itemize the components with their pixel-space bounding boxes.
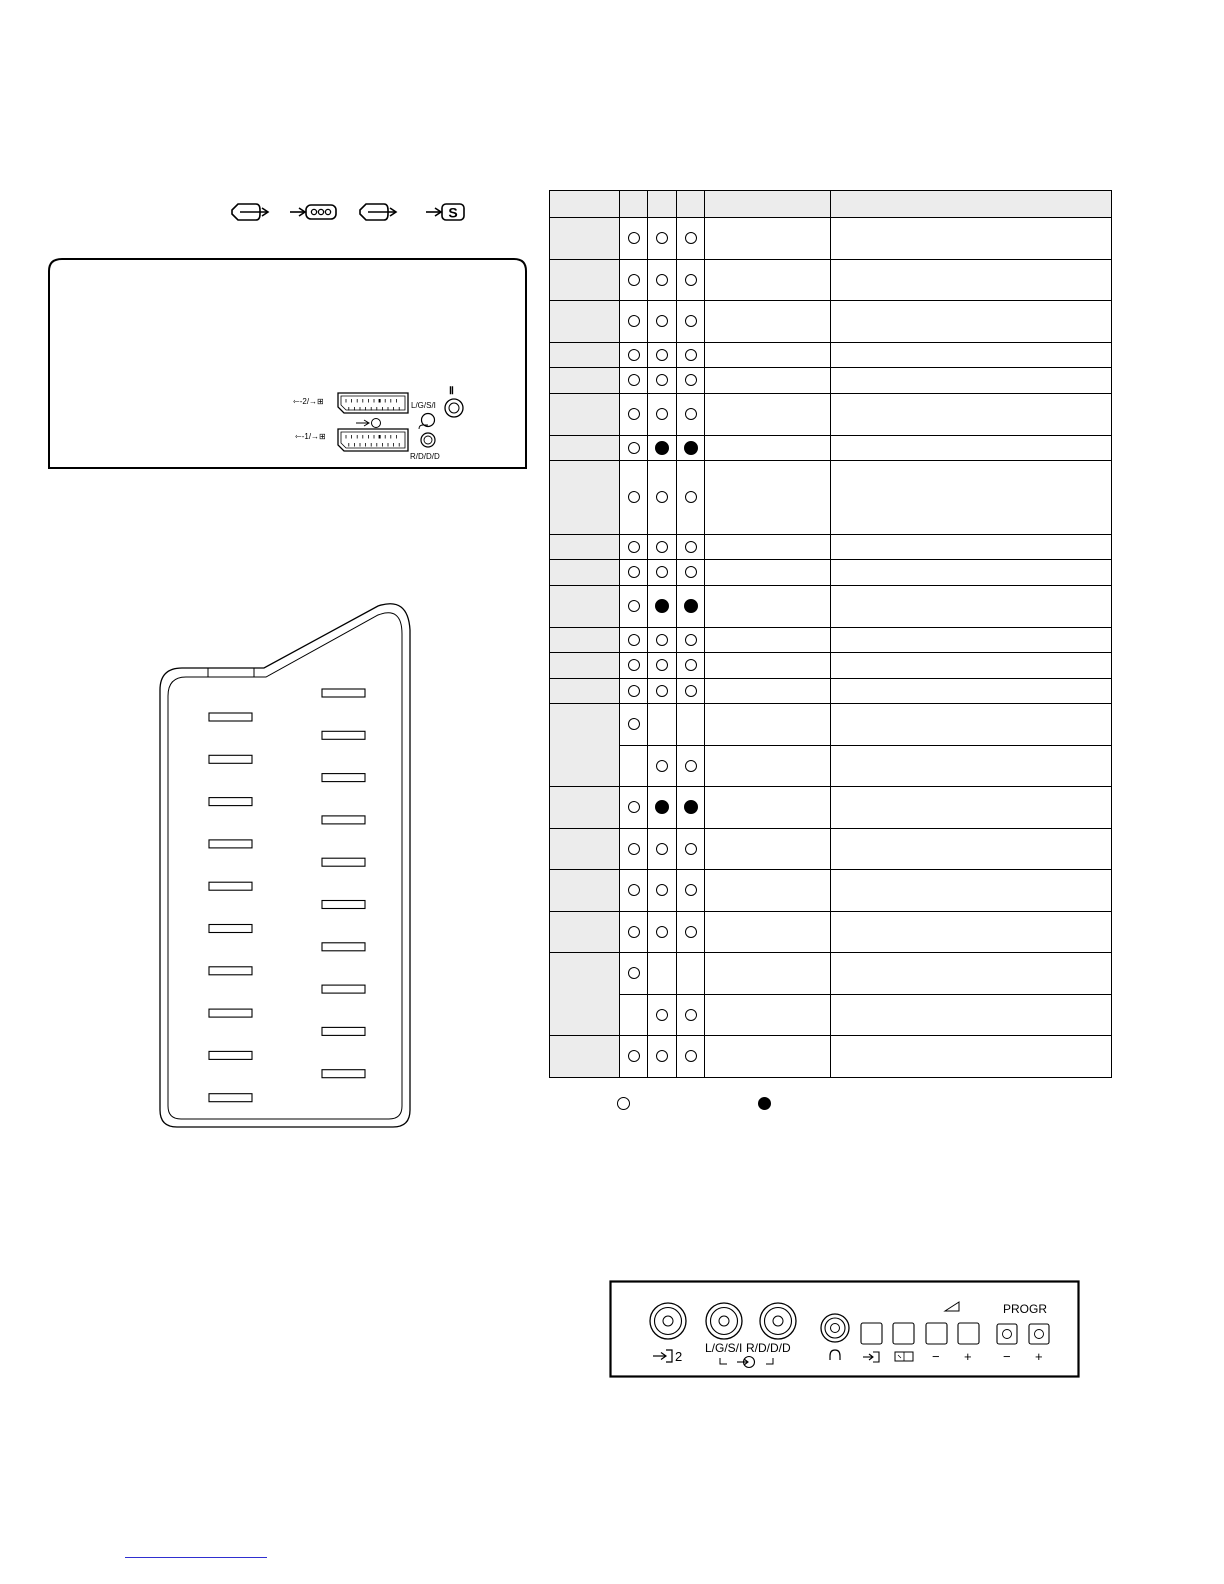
mark-cell bbox=[677, 301, 705, 343]
mark-cell bbox=[620, 653, 648, 679]
open-circle-icon bbox=[656, 1050, 668, 1062]
pin-number-cell bbox=[550, 1036, 620, 1078]
mark-cell bbox=[620, 953, 648, 995]
mark-cell bbox=[677, 218, 705, 260]
open-circle-icon bbox=[685, 232, 697, 244]
mark-cell bbox=[677, 653, 705, 679]
audio-left-jack bbox=[706, 1303, 742, 1339]
mark-cell bbox=[620, 436, 648, 461]
description-cell bbox=[831, 586, 1112, 628]
signal-cell bbox=[705, 586, 831, 628]
scart-pin-slot bbox=[209, 1051, 252, 1059]
filled-circle-icon bbox=[684, 599, 698, 613]
pin-number-cell bbox=[550, 829, 620, 870]
pin-number-cell bbox=[550, 535, 620, 560]
legend-filled-circle-icon bbox=[758, 1097, 771, 1110]
mark-cell bbox=[677, 912, 705, 953]
mark-cell bbox=[648, 953, 677, 995]
scart-pin-slot bbox=[209, 713, 252, 721]
program-minus-label: − bbox=[1003, 1349, 1011, 1364]
signal-cell bbox=[705, 628, 831, 653]
open-circle-icon bbox=[685, 374, 697, 386]
open-circle-icon bbox=[656, 760, 668, 772]
description-cell bbox=[831, 746, 1112, 787]
scart-pin-slot bbox=[322, 943, 365, 951]
scart-pin-slot bbox=[322, 689, 365, 697]
description-cell bbox=[831, 628, 1112, 653]
signal-cell bbox=[705, 535, 831, 560]
mark-cell bbox=[648, 829, 677, 870]
open-circle-icon bbox=[656, 926, 668, 938]
mark-cell bbox=[620, 995, 648, 1036]
open-circle-icon bbox=[628, 232, 640, 244]
open-circle-icon bbox=[628, 442, 640, 454]
mark-cell bbox=[648, 679, 677, 704]
open-circle-icon bbox=[656, 349, 668, 361]
aerial-socket bbox=[445, 399, 463, 417]
scart-pin-slot bbox=[209, 798, 252, 806]
mark-cell bbox=[677, 995, 705, 1036]
headphone-jack bbox=[821, 1314, 849, 1342]
open-circle-icon bbox=[628, 315, 640, 327]
table-row bbox=[550, 679, 1112, 704]
svg-text:S: S bbox=[448, 204, 458, 221]
open-circle-icon bbox=[656, 1009, 668, 1021]
mark-cell bbox=[677, 586, 705, 628]
signal-cell bbox=[705, 301, 831, 343]
footnote-rule bbox=[125, 1557, 267, 1558]
header-cell bbox=[705, 191, 831, 218]
table-row bbox=[550, 436, 1112, 461]
signal-cell bbox=[705, 218, 831, 260]
filled-circle-icon bbox=[655, 599, 669, 613]
table-row bbox=[550, 628, 1112, 653]
mark-cell bbox=[620, 586, 648, 628]
headphone-small-icon bbox=[419, 425, 428, 429]
description-cell bbox=[831, 343, 1112, 368]
av2-label: ⇽-2/→⊞ bbox=[293, 397, 324, 406]
mark-cell bbox=[677, 870, 705, 912]
input-select-icon bbox=[863, 1352, 879, 1362]
open-circle-icon bbox=[685, 491, 697, 503]
connector-symbols bbox=[220, 196, 470, 228]
open-circle-icon bbox=[685, 634, 697, 646]
description-cell bbox=[831, 260, 1112, 301]
pin-number-cell bbox=[550, 704, 620, 787]
open-circle-icon bbox=[628, 566, 640, 578]
signal-cell bbox=[705, 461, 831, 535]
header-cell bbox=[677, 191, 705, 218]
scart-connector-av1 bbox=[338, 429, 408, 451]
open-circle-icon bbox=[628, 408, 640, 420]
open-circle-icon bbox=[628, 349, 640, 361]
mark-cell bbox=[648, 787, 677, 829]
mark-cell bbox=[648, 1036, 677, 1078]
description-cell bbox=[831, 953, 1112, 995]
description-cell bbox=[831, 368, 1112, 394]
open-circle-icon bbox=[656, 408, 668, 420]
signal-cell bbox=[705, 912, 831, 953]
mark-cell bbox=[620, 912, 648, 953]
description-cell bbox=[831, 535, 1112, 560]
mark-cell bbox=[648, 628, 677, 653]
audio-right-jack bbox=[760, 1303, 796, 1339]
pin-number-cell bbox=[550, 560, 620, 586]
mark-cell bbox=[620, 260, 648, 301]
mark-cell bbox=[677, 829, 705, 870]
table-row bbox=[550, 218, 1112, 260]
table-row bbox=[550, 560, 1112, 586]
program-plus-label: + bbox=[1035, 1349, 1043, 1364]
mark-cell bbox=[648, 394, 677, 436]
table-row bbox=[550, 301, 1112, 343]
description-cell bbox=[831, 829, 1112, 870]
scart-inout-icon bbox=[360, 204, 396, 220]
open-circle-icon bbox=[685, 541, 697, 553]
mark-cell bbox=[620, 343, 648, 368]
description-cell bbox=[831, 704, 1112, 746]
program-plus-button[interactable] bbox=[1029, 1324, 1049, 1344]
rgb-input-small-icon bbox=[356, 419, 381, 428]
signal-cell bbox=[705, 995, 831, 1036]
signal-cell bbox=[705, 787, 831, 829]
pin-number-cell bbox=[550, 870, 620, 912]
open-circle-icon bbox=[685, 566, 697, 578]
table-row bbox=[550, 912, 1112, 953]
open-circle-icon bbox=[628, 718, 640, 730]
mode-button[interactable] bbox=[893, 1323, 914, 1344]
rgb-input-icon bbox=[290, 205, 336, 219]
progr-label: PROGR bbox=[1003, 1302, 1048, 1316]
signal-cell bbox=[705, 368, 831, 394]
open-circle-icon bbox=[656, 541, 668, 553]
table-row bbox=[550, 704, 1112, 746]
open-circle-icon bbox=[685, 884, 697, 896]
description-cell bbox=[831, 461, 1112, 535]
pin-number-cell bbox=[550, 628, 620, 653]
open-circle-icon bbox=[685, 349, 697, 361]
open-circle-icon bbox=[685, 315, 697, 327]
av1-label: ⇽-1/→⊞ bbox=[295, 432, 326, 441]
open-circle-icon bbox=[628, 274, 640, 286]
mark-cell bbox=[648, 704, 677, 746]
signal-cell bbox=[705, 704, 831, 746]
open-circle-icon bbox=[656, 843, 668, 855]
scart-pin-slot bbox=[209, 967, 252, 975]
open-circle-icon bbox=[656, 884, 668, 896]
mark-cell bbox=[677, 953, 705, 995]
description-cell bbox=[831, 218, 1112, 260]
input-select-button[interactable] bbox=[861, 1323, 882, 1344]
mark-cell bbox=[677, 535, 705, 560]
signal-cell bbox=[705, 829, 831, 870]
pin-number-cell bbox=[550, 260, 620, 301]
table-row bbox=[550, 653, 1112, 679]
open-circle-icon bbox=[628, 884, 640, 896]
mark-cell bbox=[677, 436, 705, 461]
open-circle-icon bbox=[628, 967, 640, 979]
scart-pin-slot bbox=[322, 985, 365, 993]
program-minus-button[interactable] bbox=[997, 1324, 1017, 1344]
header-cell bbox=[648, 191, 677, 218]
open-circle-icon bbox=[656, 566, 668, 578]
table-row bbox=[550, 461, 1112, 535]
table-row bbox=[550, 995, 1112, 1036]
mark-cell bbox=[620, 301, 648, 343]
mark-cell bbox=[620, 218, 648, 260]
mark-cell bbox=[648, 653, 677, 679]
open-circle-icon bbox=[656, 374, 668, 386]
open-circle-icon bbox=[685, 1050, 697, 1062]
description-cell bbox=[831, 436, 1112, 461]
pin-number-cell bbox=[550, 218, 620, 260]
table-row bbox=[550, 586, 1112, 628]
signal-cell bbox=[705, 1036, 831, 1078]
scart-pin-slot bbox=[322, 901, 365, 909]
open-circle-icon bbox=[656, 274, 668, 286]
mark-cell bbox=[620, 870, 648, 912]
pin-number-cell bbox=[550, 586, 620, 628]
open-circle-icon bbox=[656, 232, 668, 244]
table-row bbox=[550, 260, 1112, 301]
pin-number-cell bbox=[550, 953, 620, 1036]
headphone-icon bbox=[830, 1350, 840, 1360]
mark-cell bbox=[620, 679, 648, 704]
description-cell bbox=[831, 787, 1112, 829]
table-row bbox=[550, 870, 1112, 912]
rear-panel-diagram bbox=[48, 257, 528, 470]
filled-circle-icon bbox=[655, 800, 669, 814]
filled-circle-icon bbox=[684, 800, 698, 814]
scart-pin-slot bbox=[322, 858, 365, 866]
scart-pin-slot bbox=[322, 731, 365, 739]
scart-pin-slot bbox=[209, 1094, 252, 1102]
open-circle-icon bbox=[656, 659, 668, 671]
table-row bbox=[550, 953, 1112, 995]
mark-cell bbox=[620, 368, 648, 394]
scart-pin-slot bbox=[209, 925, 252, 933]
header-cell bbox=[550, 191, 620, 218]
audio-right-label: R/D/D/D bbox=[410, 452, 440, 461]
mark-cell bbox=[677, 343, 705, 368]
signal-cell bbox=[705, 560, 831, 586]
mark-cell bbox=[648, 301, 677, 343]
scart-pin-slot bbox=[322, 1027, 365, 1035]
filled-circle-icon bbox=[684, 441, 698, 455]
table-row bbox=[550, 787, 1112, 829]
mark-cell bbox=[677, 368, 705, 394]
mode-icon bbox=[895, 1352, 913, 1361]
mark-cell bbox=[620, 560, 648, 586]
open-circle-icon bbox=[628, 634, 640, 646]
volume-minus-label: − bbox=[932, 1349, 940, 1364]
open-circle-icon bbox=[628, 491, 640, 503]
header-cell bbox=[620, 191, 648, 218]
mark-cell bbox=[648, 746, 677, 787]
volume-minus-button[interactable] bbox=[926, 1323, 947, 1344]
table-row bbox=[550, 829, 1112, 870]
signal-cell bbox=[705, 679, 831, 704]
av2-label: 2 bbox=[675, 1349, 683, 1364]
mark-cell bbox=[648, 870, 677, 912]
aerial-icon: Ⅱ bbox=[449, 386, 454, 397]
open-circle-icon bbox=[685, 659, 697, 671]
mark-cell bbox=[677, 787, 705, 829]
signal-cell bbox=[705, 870, 831, 912]
table-row bbox=[550, 535, 1112, 560]
pin-number-cell bbox=[550, 912, 620, 953]
scart-pin-slot bbox=[322, 1070, 365, 1078]
signal-cell bbox=[705, 953, 831, 995]
mark-cell bbox=[677, 1036, 705, 1078]
open-circle-icon bbox=[685, 1009, 697, 1021]
mark-cell bbox=[648, 535, 677, 560]
volume-icon bbox=[945, 1302, 959, 1311]
description-cell bbox=[831, 870, 1112, 912]
open-circle-icon bbox=[628, 685, 640, 697]
mark-cell bbox=[677, 704, 705, 746]
description-cell bbox=[831, 1036, 1112, 1078]
mark-cell bbox=[620, 787, 648, 829]
open-circle-icon bbox=[628, 541, 640, 553]
table-row bbox=[550, 368, 1112, 394]
audio-left-label: L/G/S/I bbox=[705, 1341, 743, 1355]
svideo-input-icon bbox=[426, 204, 464, 221]
pin-number-cell bbox=[550, 461, 620, 535]
volume-plus-button[interactable] bbox=[958, 1323, 979, 1344]
signal-cell bbox=[705, 653, 831, 679]
open-circle-icon bbox=[685, 926, 697, 938]
scart-pin-slot bbox=[209, 1009, 252, 1017]
mark-cell bbox=[620, 535, 648, 560]
mark-cell bbox=[648, 912, 677, 953]
mark-cell bbox=[620, 628, 648, 653]
open-circle-icon bbox=[628, 801, 640, 813]
open-circle-icon bbox=[628, 600, 640, 612]
open-circle-icon bbox=[685, 685, 697, 697]
mark-cell bbox=[620, 394, 648, 436]
table-row bbox=[550, 746, 1112, 787]
scart-inout-icon bbox=[232, 204, 268, 220]
legend-open-circle-icon bbox=[617, 1097, 630, 1110]
open-circle-icon bbox=[628, 659, 640, 671]
table-row bbox=[550, 394, 1112, 436]
signal-cell bbox=[705, 260, 831, 301]
table-row bbox=[550, 1036, 1112, 1078]
table-row bbox=[550, 343, 1112, 368]
open-circle-icon bbox=[685, 843, 697, 855]
mark-cell bbox=[677, 746, 705, 787]
open-circle-icon bbox=[656, 491, 668, 503]
scart-pin-slot bbox=[209, 840, 252, 848]
description-cell bbox=[831, 394, 1112, 436]
scart-pin-table bbox=[549, 190, 1112, 1078]
mark-cell bbox=[620, 829, 648, 870]
mark-cell bbox=[648, 436, 677, 461]
mark-cell bbox=[620, 704, 648, 746]
open-circle-icon bbox=[656, 315, 668, 327]
scart-pin-slot bbox=[209, 755, 252, 763]
pin-number-cell bbox=[550, 653, 620, 679]
volume-plus-label: + bbox=[964, 1349, 972, 1364]
pin-number-cell bbox=[550, 343, 620, 368]
scart-pin-slot bbox=[209, 882, 252, 890]
mark-cell bbox=[620, 461, 648, 535]
open-circle-icon bbox=[656, 685, 668, 697]
audio-right-label: R/D/D/D bbox=[746, 1341, 791, 1355]
pin-number-cell bbox=[550, 787, 620, 829]
mark-cell bbox=[648, 368, 677, 394]
mark-cell bbox=[620, 746, 648, 787]
mark-cell bbox=[648, 560, 677, 586]
description-cell bbox=[831, 301, 1112, 343]
scart-pin-slot bbox=[322, 774, 365, 782]
mark-cell bbox=[648, 995, 677, 1036]
av2-input-icon bbox=[653, 1350, 672, 1362]
mark-cell bbox=[648, 461, 677, 535]
open-circle-icon bbox=[628, 843, 640, 855]
audio-left-jack bbox=[422, 414, 435, 427]
mark-cell bbox=[677, 260, 705, 301]
mark-cell bbox=[648, 343, 677, 368]
mark-cell bbox=[677, 461, 705, 535]
open-circle-icon bbox=[656, 634, 668, 646]
audio-right-jack bbox=[421, 433, 435, 447]
open-circle-icon bbox=[685, 408, 697, 420]
description-cell bbox=[831, 679, 1112, 704]
signal-cell bbox=[705, 746, 831, 787]
scart-pin-diagram bbox=[150, 600, 420, 1135]
scart-pin-slot bbox=[322, 816, 365, 824]
audio-left-label: L/G/S/I bbox=[411, 401, 436, 410]
pin-number-cell bbox=[550, 301, 620, 343]
table-header-row bbox=[550, 191, 1112, 218]
open-circle-icon bbox=[628, 926, 640, 938]
mark-cell bbox=[648, 260, 677, 301]
signal-cell bbox=[705, 436, 831, 461]
av2-video-jack bbox=[650, 1303, 686, 1339]
mark-cell bbox=[677, 560, 705, 586]
pin-number-cell bbox=[550, 679, 620, 704]
open-circle-icon bbox=[685, 760, 697, 772]
front-panel-diagram bbox=[609, 1280, 1081, 1380]
mark-cell bbox=[677, 394, 705, 436]
signal-cell bbox=[705, 394, 831, 436]
audio-bracket-icon bbox=[720, 1357, 773, 1368]
pin-number-cell bbox=[550, 394, 620, 436]
open-circle-icon bbox=[628, 1050, 640, 1062]
description-cell bbox=[831, 560, 1112, 586]
description-cell bbox=[831, 912, 1112, 953]
signal-cell bbox=[705, 343, 831, 368]
mark-cell bbox=[648, 218, 677, 260]
mark-cell bbox=[677, 628, 705, 653]
mark-cell bbox=[677, 679, 705, 704]
pin-number-cell bbox=[550, 368, 620, 394]
filled-circle-icon bbox=[655, 441, 669, 455]
open-circle-icon bbox=[628, 374, 640, 386]
description-cell bbox=[831, 653, 1112, 679]
pin-number-cell bbox=[550, 436, 620, 461]
mark-cell bbox=[620, 1036, 648, 1078]
description-cell bbox=[831, 995, 1112, 1036]
mark-cell bbox=[648, 586, 677, 628]
open-circle-icon bbox=[685, 274, 697, 286]
header-cell bbox=[831, 191, 1112, 218]
